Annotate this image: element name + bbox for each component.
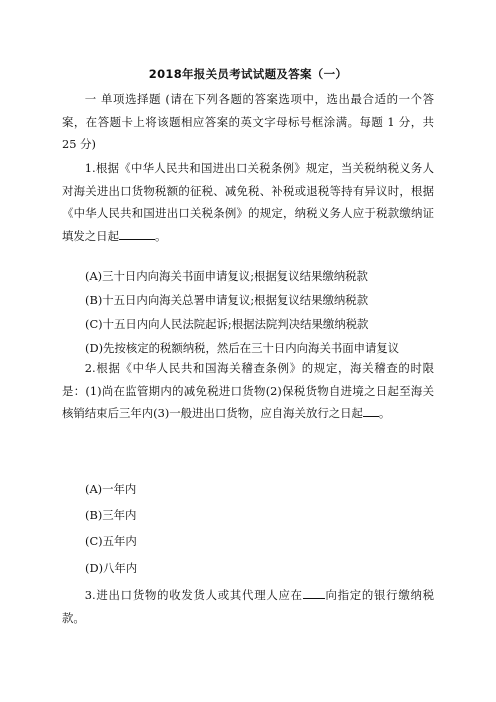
- section-heading: 一 单项选择题 (请在下列各题的答案选项中，选出最合适的一个答案，在答题卡上将该题相应答案的英文字母标号框涂满。每题 1 分，共 25 分): [62, 92, 434, 151]
- question-1-stem: [62, 157, 434, 247]
- question-3-stem: [62, 584, 434, 629]
- question-2-text: 2.根据《中华人民共和国海关稽查条例》的规定，海关稽查的时限是：(1)尚在监管期内的减免税进口货物(2)保税货物自进境之日起至海关核销结束后三年内(3)一般进出口货物，应自海关放行之日起: [62, 361, 434, 420]
- question-1-end: 。: [154, 228, 167, 243]
- question-3-end: 向指定的银行缴纳税款。: [62, 588, 434, 625]
- question-1-option-c: (C)十五日内向人民法院起诉;根据法院判决结果缴纳税款: [85, 317, 369, 331]
- answer-blank: [303, 586, 325, 599]
- answer-blank: [119, 227, 155, 240]
- question-2-option-c: (C)五年内: [85, 534, 137, 548]
- question-2-option-b: (B)三年内: [85, 508, 137, 522]
- question-2-option-d: (D)八年内: [85, 561, 138, 575]
- question-1-option-d: (D)先按核定的税额纳税，然后在三十日内向海关书面申请复议: [85, 341, 400, 355]
- question-2-stem: [62, 357, 434, 425]
- question-1-option-b: (B)十五日内向海关总署申请复议;根据复议结果缴纳税款: [85, 293, 369, 307]
- question-2-end: 。: [378, 406, 391, 420]
- answer-blank: [363, 404, 379, 417]
- question-1-text: 1.根据《中华人民共和国进出口关税条例》规定，当关税纳税义务人对海关进出口货物税额的征税、减免税、补税或退税等持有异议时，根据《中华人民共和国进出口关税条例》的规定，纳税义务人应于税款缴纳证填发之日起: [62, 161, 434, 243]
- question-2-option-a: (A)一年内: [85, 482, 137, 496]
- question-3-text: 3.进出口货物的收发货人或其代理人应在: [84, 588, 303, 602]
- question-1-option-a: (A)三十日内向海关书面申请复议;根据复议结果缴纳税款: [85, 269, 368, 283]
- document-title: 2018年报关员考试试题及答案（一）: [148, 67, 348, 81]
